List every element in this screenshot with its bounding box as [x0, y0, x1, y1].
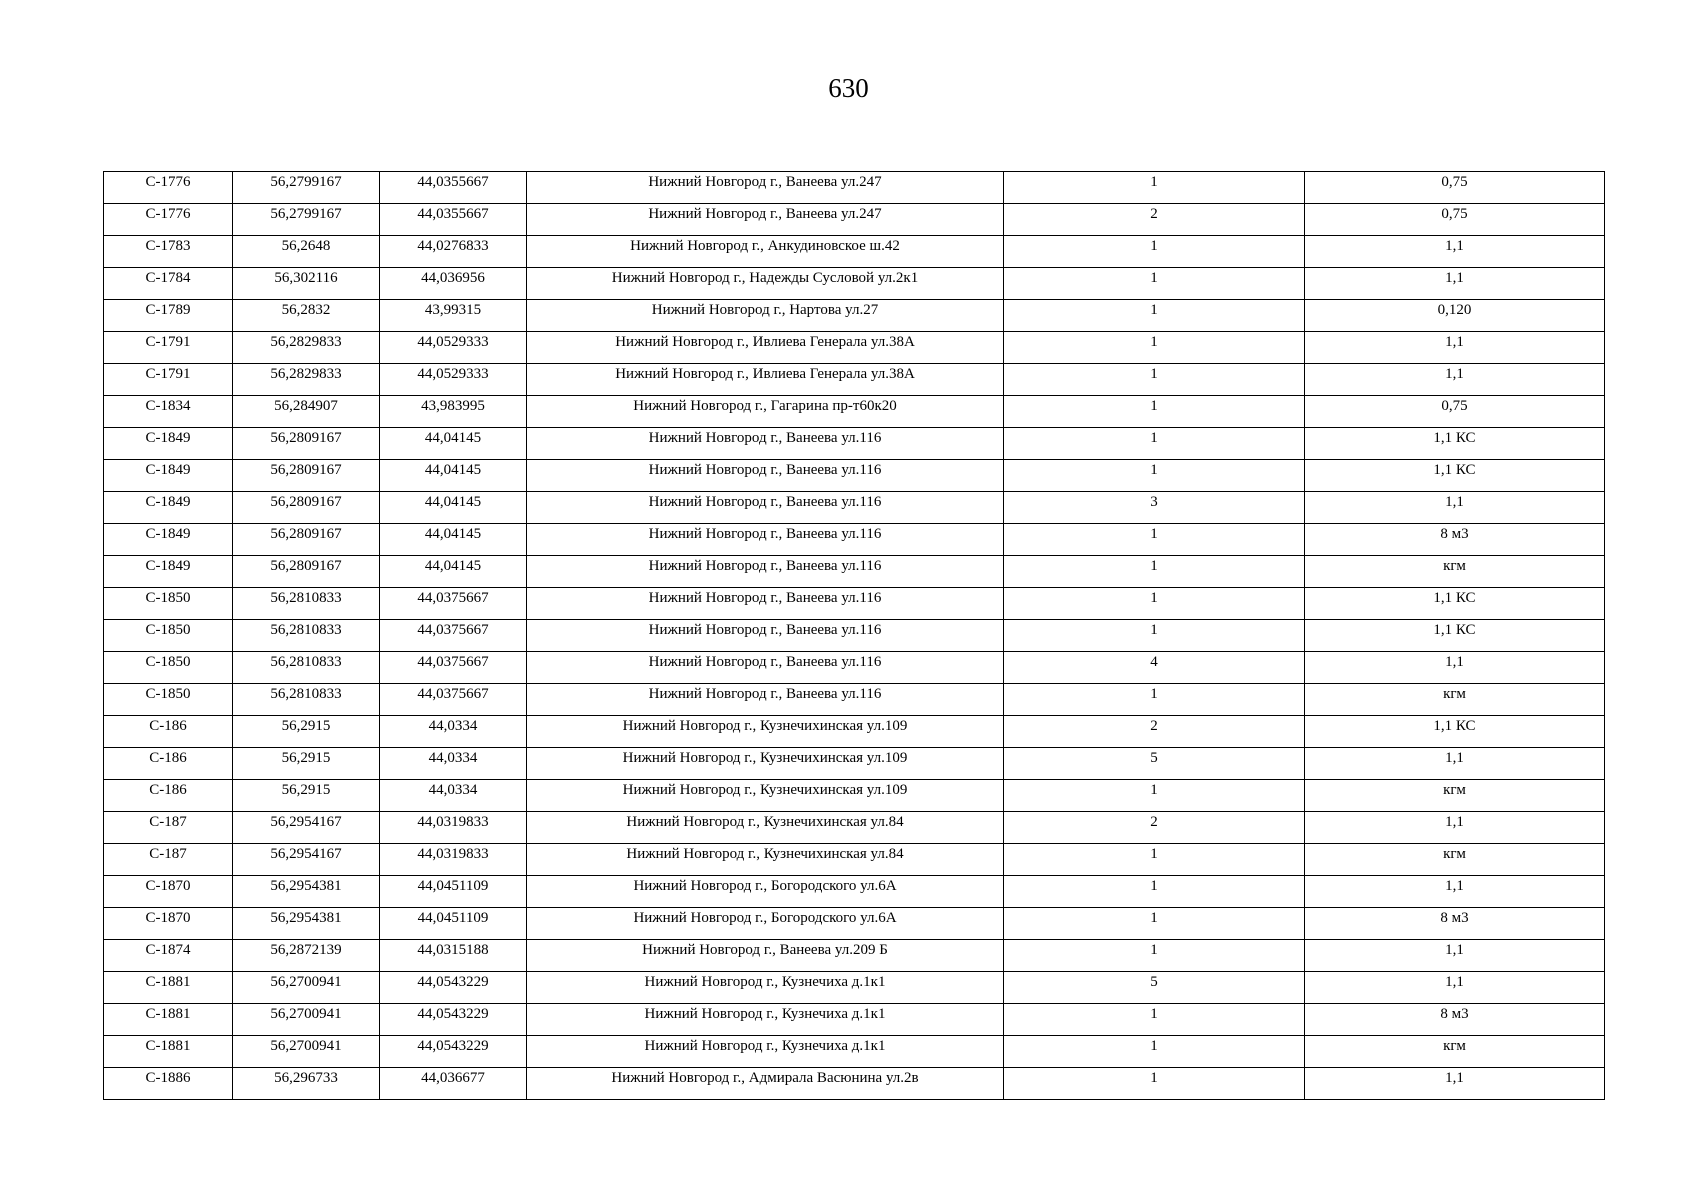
code-cell: С-187 [104, 812, 233, 844]
longitude-cell: 44,04145 [380, 492, 527, 524]
address-cell: Нижний Новгород г., Кузнечиха д.1к1 [527, 1036, 1004, 1068]
volume-cell: 0,75 [1305, 396, 1605, 428]
table-row [104, 620, 1605, 652]
quantity-cell: 4 [1004, 652, 1305, 684]
longitude-cell: 44,0529333 [380, 364, 527, 396]
volume-cell: кгм [1305, 780, 1605, 812]
longitude-cell: 44,036677 [380, 1068, 527, 1100]
table-row [104, 332, 1605, 364]
volume-cell: 1,1 [1305, 364, 1605, 396]
longitude-cell: 44,0319833 [380, 812, 527, 844]
code-cell: С-186 [104, 780, 233, 812]
code-cell: С-1849 [104, 556, 233, 588]
address-cell: Нижний Новгород г., Ванеева ул.116 [527, 428, 1004, 460]
address-cell: Нижний Новгород г., Ванеева ул.247 [527, 172, 1004, 204]
latitude-cell: 56,2810833 [233, 588, 380, 620]
longitude-cell: 44,0276833 [380, 236, 527, 268]
code-cell: С-187 [104, 844, 233, 876]
address-cell: Нижний Новгород г., Ванеева ул.116 [527, 460, 1004, 492]
quantity-cell: 1 [1004, 940, 1305, 972]
code-cell: С-1874 [104, 940, 233, 972]
quantity-cell: 1 [1004, 300, 1305, 332]
table-row [104, 364, 1605, 396]
address-cell: Нижний Новгород г., Богородского ул.6А [527, 908, 1004, 940]
table-row [104, 1036, 1605, 1068]
table-row [104, 588, 1605, 620]
longitude-cell: 44,0543229 [380, 1036, 527, 1068]
address-cell: Нижний Новгород г., Кузнечихинская ул.109 [527, 780, 1004, 812]
volume-cell: 1,1 КС [1305, 428, 1605, 460]
address-cell: Нижний Новгород г., Кузнечихинская ул.84 [527, 844, 1004, 876]
code-cell: С-1850 [104, 684, 233, 716]
latitude-cell: 56,2809167 [233, 460, 380, 492]
address-cell: Нижний Новгород г., Надежды Сусловой ул.2к1 [527, 268, 1004, 300]
longitude-cell: 44,0334 [380, 780, 527, 812]
code-cell: С-1870 [104, 908, 233, 940]
code-cell: С-1791 [104, 332, 233, 364]
address-cell: Нижний Новгород г., Кузнечихинская ул.84 [527, 812, 1004, 844]
table-row [104, 300, 1605, 332]
longitude-cell: 44,0375667 [380, 684, 527, 716]
address-cell: Нижний Новгород г., Анкудиновское ш.42 [527, 236, 1004, 268]
volume-cell: 8 м3 [1305, 1004, 1605, 1036]
table-row [104, 204, 1605, 236]
table-row [104, 556, 1605, 588]
longitude-cell: 44,0543229 [380, 972, 527, 1004]
volume-cell: 1,1 [1305, 492, 1605, 524]
code-cell: С-1776 [104, 172, 233, 204]
quantity-cell: 1 [1004, 332, 1305, 364]
latitude-cell: 56,2915 [233, 780, 380, 812]
code-cell: С-1834 [104, 396, 233, 428]
table-row [104, 396, 1605, 428]
latitude-cell: 56,2809167 [233, 492, 380, 524]
latitude-cell: 56,2915 [233, 716, 380, 748]
latitude-cell: 56,2810833 [233, 620, 380, 652]
code-cell: С-186 [104, 716, 233, 748]
quantity-cell: 1 [1004, 780, 1305, 812]
longitude-cell: 44,0355667 [380, 172, 527, 204]
longitude-cell: 44,0334 [380, 748, 527, 780]
code-cell: С-1789 [104, 300, 233, 332]
volume-cell: кгм [1305, 844, 1605, 876]
table-row [104, 428, 1605, 460]
volume-cell: 1,1 КС [1305, 588, 1605, 620]
code-cell: С-1784 [104, 268, 233, 300]
quantity-cell: 2 [1004, 716, 1305, 748]
latitude-cell: 56,2915 [233, 748, 380, 780]
volume-cell: 1,1 [1305, 236, 1605, 268]
quantity-cell: 2 [1004, 204, 1305, 236]
table-row [104, 876, 1605, 908]
volume-cell: 1,1 [1305, 1068, 1605, 1100]
quantity-cell: 3 [1004, 492, 1305, 524]
volume-cell: 8 м3 [1305, 524, 1605, 556]
volume-cell: кгм [1305, 684, 1605, 716]
table-row [104, 972, 1605, 1004]
latitude-cell: 56,2954167 [233, 812, 380, 844]
volume-cell: 1,1 [1305, 972, 1605, 1004]
longitude-cell: 44,0529333 [380, 332, 527, 364]
code-cell: С-1849 [104, 492, 233, 524]
table-row [104, 172, 1605, 204]
latitude-cell: 56,2832 [233, 300, 380, 332]
code-cell: С-1783 [104, 236, 233, 268]
volume-cell: кгм [1305, 1036, 1605, 1068]
volume-cell: 1,1 [1305, 940, 1605, 972]
volume-cell: 1,1 [1305, 748, 1605, 780]
quantity-cell: 1 [1004, 268, 1305, 300]
quantity-cell: 5 [1004, 748, 1305, 780]
code-cell: С-1881 [104, 1004, 233, 1036]
address-cell: Нижний Новгород г., Нартова ул.27 [527, 300, 1004, 332]
address-cell: Нижний Новгород г., Ванеева ул.116 [527, 588, 1004, 620]
register-table-body [104, 172, 1605, 1100]
quantity-cell: 1 [1004, 236, 1305, 268]
longitude-cell: 44,0375667 [380, 588, 527, 620]
address-cell: Нижний Новгород г., Ванеева ул.247 [527, 204, 1004, 236]
address-cell: Нижний Новгород г., Ивлиева Генерала ул.38А [527, 364, 1004, 396]
longitude-cell: 44,0375667 [380, 620, 527, 652]
volume-cell: 1,1 КС [1305, 620, 1605, 652]
quantity-cell: 5 [1004, 972, 1305, 1004]
address-cell: Нижний Новгород г., Кузнечиха д.1к1 [527, 1004, 1004, 1036]
code-cell: С-1881 [104, 1036, 233, 1068]
table-row [104, 908, 1605, 940]
quantity-cell: 1 [1004, 460, 1305, 492]
table-row [104, 780, 1605, 812]
table-row [104, 268, 1605, 300]
longitude-cell: 44,0451109 [380, 876, 527, 908]
volume-cell: 1,1 КС [1305, 716, 1605, 748]
address-cell: Нижний Новгород г., Ванеева ул.116 [527, 524, 1004, 556]
latitude-cell: 56,2799167 [233, 204, 380, 236]
table-row [104, 812, 1605, 844]
quantity-cell: 1 [1004, 524, 1305, 556]
volume-cell: 1,1 КС [1305, 460, 1605, 492]
volume-cell: кгм [1305, 556, 1605, 588]
quantity-cell: 1 [1004, 876, 1305, 908]
latitude-cell: 56,2810833 [233, 652, 380, 684]
table-row [104, 716, 1605, 748]
volume-cell: 8 м3 [1305, 908, 1605, 940]
address-cell: Нижний Новгород г., Адмирала Васюнина ул.2в [527, 1068, 1004, 1100]
code-cell: С-186 [104, 748, 233, 780]
volume-cell: 0,120 [1305, 300, 1605, 332]
latitude-cell: 56,2809167 [233, 428, 380, 460]
volume-cell: 1,1 [1305, 652, 1605, 684]
quantity-cell: 1 [1004, 396, 1305, 428]
address-cell: Нижний Новгород г., Ванеева ул.209 Б [527, 940, 1004, 972]
quantity-cell: 1 [1004, 620, 1305, 652]
quantity-cell: 1 [1004, 588, 1305, 620]
volume-cell: 1,1 [1305, 332, 1605, 364]
code-cell: С-1850 [104, 588, 233, 620]
latitude-cell: 56,2954381 [233, 876, 380, 908]
quantity-cell: 1 [1004, 1068, 1305, 1100]
quantity-cell: 1 [1004, 844, 1305, 876]
quantity-cell: 1 [1004, 908, 1305, 940]
latitude-cell: 56,2700941 [233, 972, 380, 1004]
code-cell: С-1881 [104, 972, 233, 1004]
table-row [104, 844, 1605, 876]
table-row [104, 940, 1605, 972]
address-cell: Нижний Новгород г., Ванеева ул.116 [527, 620, 1004, 652]
address-cell: Нижний Новгород г., Ванеева ул.116 [527, 684, 1004, 716]
register-table [103, 171, 1605, 1100]
code-cell: С-1791 [104, 364, 233, 396]
latitude-cell: 56,2799167 [233, 172, 380, 204]
longitude-cell: 44,04145 [380, 460, 527, 492]
address-cell: Нижний Новгород г., Ванеева ул.116 [527, 652, 1004, 684]
code-cell: С-1849 [104, 428, 233, 460]
latitude-cell: 56,2700941 [233, 1004, 380, 1036]
address-cell: Нижний Новгород г., Ванеева ул.116 [527, 492, 1004, 524]
latitude-cell: 56,2700941 [233, 1036, 380, 1068]
quantity-cell: 1 [1004, 1036, 1305, 1068]
quantity-cell: 2 [1004, 812, 1305, 844]
table-row [104, 1068, 1605, 1100]
code-cell: С-1849 [104, 460, 233, 492]
table-row [104, 684, 1605, 716]
longitude-cell: 44,04145 [380, 428, 527, 460]
longitude-cell: 44,0334 [380, 716, 527, 748]
longitude-cell: 44,0375667 [380, 652, 527, 684]
table-row [104, 652, 1605, 684]
code-cell: С-1776 [104, 204, 233, 236]
quantity-cell: 1 [1004, 172, 1305, 204]
latitude-cell: 56,302116 [233, 268, 380, 300]
quantity-cell: 1 [1004, 1004, 1305, 1036]
address-cell: Нижний Новгород г., Богородского ул.6А [527, 876, 1004, 908]
longitude-cell: 44,036956 [380, 268, 527, 300]
quantity-cell: 1 [1004, 684, 1305, 716]
longitude-cell: 43,983995 [380, 396, 527, 428]
volume-cell: 1,1 [1305, 876, 1605, 908]
address-cell: Нижний Новгород г., Кузнечихинская ул.109 [527, 748, 1004, 780]
address-cell: Нижний Новгород г., Кузнечиха д.1к1 [527, 972, 1004, 1004]
table-row [104, 460, 1605, 492]
code-cell: С-1850 [104, 620, 233, 652]
latitude-cell: 56,296733 [233, 1068, 380, 1100]
longitude-cell: 44,04145 [380, 556, 527, 588]
table-row [104, 1004, 1605, 1036]
code-cell: С-1870 [104, 876, 233, 908]
latitude-cell: 56,2872139 [233, 940, 380, 972]
latitude-cell: 56,2810833 [233, 684, 380, 716]
code-cell: С-1886 [104, 1068, 233, 1100]
code-cell: С-1850 [104, 652, 233, 684]
longitude-cell: 44,0543229 [380, 1004, 527, 1036]
longitude-cell: 44,04145 [380, 524, 527, 556]
table-row [104, 236, 1605, 268]
latitude-cell: 56,2809167 [233, 556, 380, 588]
volume-cell: 1,1 [1305, 812, 1605, 844]
table-row [104, 492, 1605, 524]
quantity-cell: 1 [1004, 428, 1305, 460]
table-row [104, 748, 1605, 780]
address-cell: Нижний Новгород г., Ванеева ул.116 [527, 556, 1004, 588]
latitude-cell: 56,2829833 [233, 332, 380, 364]
address-cell: Нижний Новгород г., Кузнечихинская ул.109 [527, 716, 1004, 748]
address-cell: Нижний Новгород г., Гагарина пр-т60к20 [527, 396, 1004, 428]
latitude-cell: 56,2829833 [233, 364, 380, 396]
volume-cell: 0,75 [1305, 172, 1605, 204]
latitude-cell: 56,284907 [233, 396, 380, 428]
longitude-cell: 44,0315188 [380, 940, 527, 972]
latitude-cell: 56,2648 [233, 236, 380, 268]
quantity-cell: 1 [1004, 364, 1305, 396]
latitude-cell: 56,2954167 [233, 844, 380, 876]
quantity-cell: 1 [1004, 556, 1305, 588]
longitude-cell: 44,0355667 [380, 204, 527, 236]
volume-cell: 0,75 [1305, 204, 1605, 236]
latitude-cell: 56,2954381 [233, 908, 380, 940]
longitude-cell: 44,0319833 [380, 844, 527, 876]
page-number: 630 [828, 73, 869, 103]
longitude-cell: 43,99315 [380, 300, 527, 332]
latitude-cell: 56,2809167 [233, 524, 380, 556]
longitude-cell: 44,0451109 [380, 908, 527, 940]
address-cell: Нижний Новгород г., Ивлиева Генерала ул.38А [527, 332, 1004, 364]
table-row [104, 524, 1605, 556]
code-cell: С-1849 [104, 524, 233, 556]
volume-cell: 1,1 [1305, 268, 1605, 300]
